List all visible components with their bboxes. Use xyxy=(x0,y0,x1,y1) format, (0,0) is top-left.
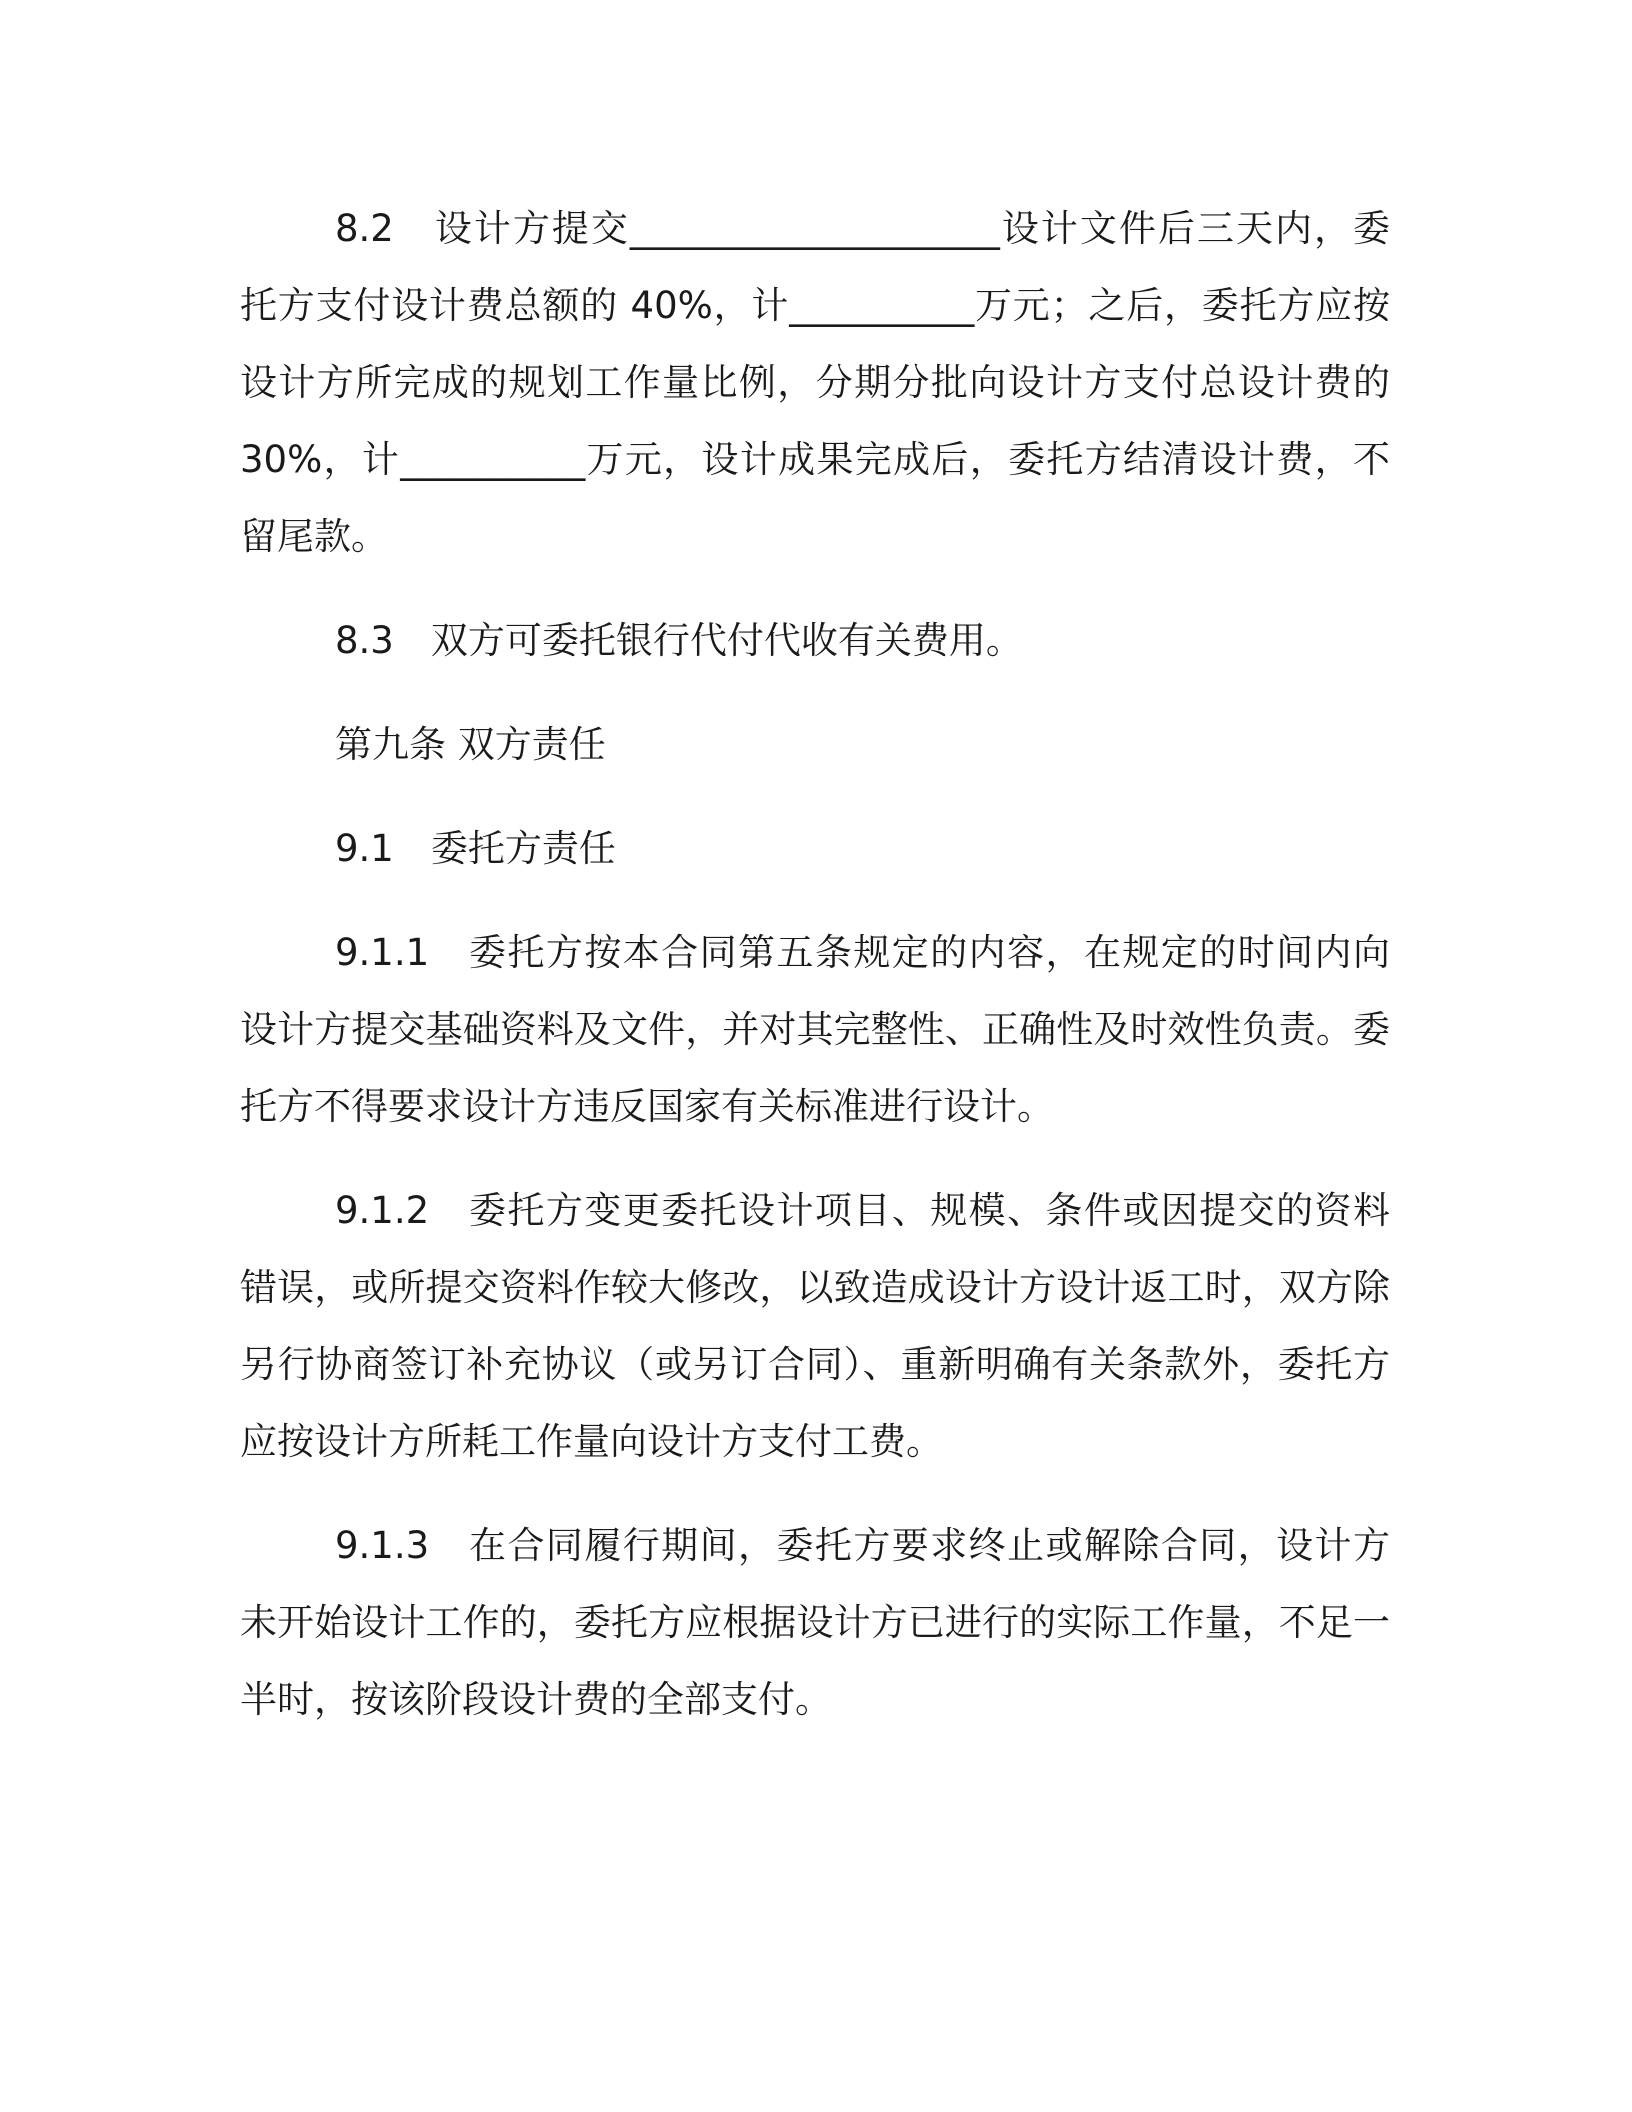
paragraph-9-1-2: 9.1.2 委托方变更委托设计项目、规模、条件或因提交的资料错误，或所提交资料作较大修改，以致造成设计方设计返工时，双方除另行协商签订补充协议（或另订合同）、重新明确有关条款外，委托方应按设计方所耗工作量向设计方支付工费。 xyxy=(240,1189,1390,1463)
paragraph-9-1: 9.1 委托方责任 xyxy=(335,827,616,870)
paragraph-9-1-3: 9.1.3 在合同履行期间，委托方要求终止或解除合同，设计方未开始设计工作的，委托方应根据设计方已进行的实际工作量，不足一半时，按该阶段设计费的全部支付。 xyxy=(240,1524,1390,1721)
paragraph-8-3: 8.3 双方可委托银行代付代收有关费用。 xyxy=(335,619,1023,662)
article-9-heading: 第九条 双方责任 xyxy=(335,723,606,766)
document-page xyxy=(240,190,1390,1738)
paragraph-9-1-1: 9.1.1 委托方按本合同第五条规定的内容，在规定的时间内向设计方提交基础资料及文件，并对其完整性、正确性及时效性负责。委托方不得要求设计方违反国家有关标准进行设计。 xyxy=(240,931,1390,1128)
paragraph-8-2: 8.2 设计方提交____________________设计文件后三天内，委托方支付设计费总额的 40%，计__________万元；之后，委托方应按设计方所完成的规划工作量比例，分期分批向设计方支付总设计费的30%，计__________万元，设计成果完成后，委托方结清设计费，不留尾款。 xyxy=(240,207,1390,558)
